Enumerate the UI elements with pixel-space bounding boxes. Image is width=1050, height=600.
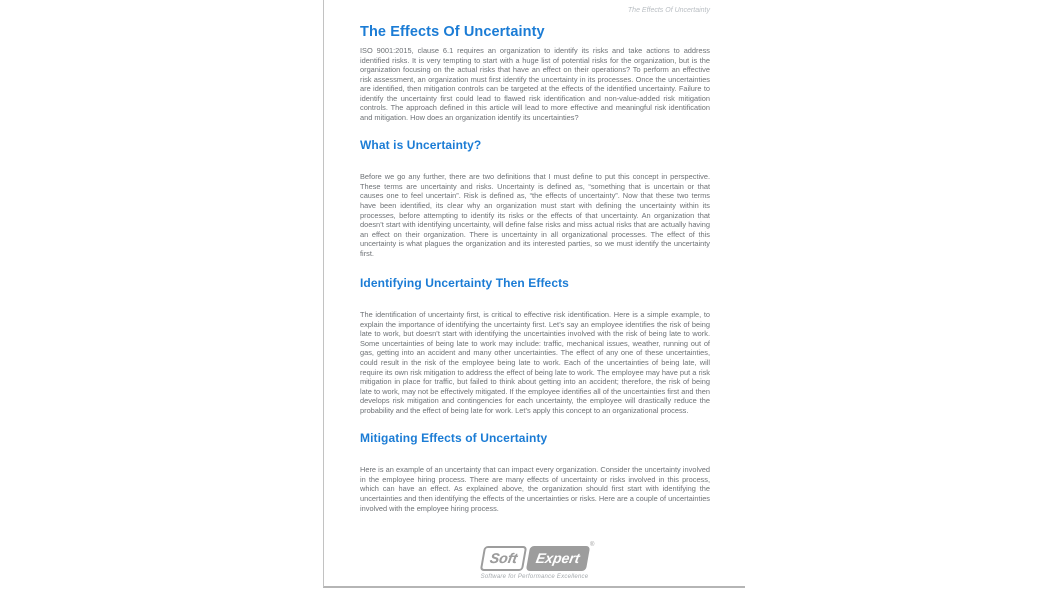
registered-trademark-icon: ® bbox=[589, 542, 595, 548]
article-title: The Effects Of Uncertainty bbox=[360, 24, 545, 40]
section-paragraph-what-is-uncertainty: Before we go any further, there are two definitions that I must define to put this concept in perspective. These terms are uncertainty and risks. Uncertainty is defined as, “something that is uncertain or that causes one to feel uncertain”. Risk is defined as, “the effects of uncertainty”. Now that these two terms have been identified, its clear why an organization must start with defining the uncertainty within its processes, before attempting to identify its risks or the effects of that uncertainty. An organization that doesn’t start with identifying uncertainty, will define false risks and miss actual risks that are actually having an effect on their organization. There is uncertainty in all organizational processes. The effect of this uncertainty is what plagues the organization and its interested parties, so we must identify the uncertainty first. bbox=[360, 172, 710, 258]
logo-tagline: Software for Performance Excellence bbox=[480, 574, 589, 580]
softexpert-logo bbox=[324, 542, 745, 580]
softexpert-logo-wordmark bbox=[482, 542, 595, 571]
document-page bbox=[323, 0, 745, 588]
section-paragraph-identifying-uncertainty: The identification of uncertainty first, is critical to effective risk identification. Here is a simple example, to explain the importance of identifying the uncertainty first. Let’s say an employee identifies the risk of being late to work, but doesn’t start with identifying the uncertainties involved with the risk of being late to work. Some uncertainties of being late to work may include: traffic, mechanical issues, weather, running out of gas, getting into an accident and many other uncertainties. The effect of any one of these uncertainties, could result in the risk of the employee being late to work. Each of the uncertainties of being late, will require its own risk mitigation to address the effect of being late to work. The employee may have put a risk mitigation in place for traffic, but failed to think about getting into an accident; therefore, the risk of being late to work, may not be effectively mitigated. If the employee identifies all of the uncertainties first and then develops risk mitigation and contingencies for each uncertainty, the employee will drastically reduce the probability and the effect of being late for work. Let’s apply this concept to an organizational process. bbox=[360, 310, 710, 415]
section-heading-mitigating-effects: Mitigating Effects of Uncertainty bbox=[360, 431, 548, 446]
section-heading-what-is-uncertainty: What is Uncertainty? bbox=[360, 138, 482, 153]
logo-expert-badge: Expert bbox=[526, 546, 590, 571]
running-head: The Effects Of Uncertainty bbox=[627, 7, 710, 14]
intro-paragraph: ISO 9001:2015, clause 6.1 requires an organization to identify its risks and take actions to address identified risks. It is very tempting to start with a huge list of potential risks for the organization, but is the organization focusing on the actual risks that have an effect on their operations? To perform an effective risk assessment, an organization must first identify the uncertainty in its processes. Once the uncertainties are identified, then mitigation controls can be targeted at the effects of the identified uncertainty. Failure to identify the uncertainty first could lead to flawed risk identification and non-value-added risk mitigation controls. The approach defined in this article will lead to more effective and meaningful risk identification and mitigation. How does an organization identify its uncertainties? bbox=[360, 46, 710, 122]
section-heading-identifying-uncertainty: Identifying Uncertainty Then Effects bbox=[360, 276, 569, 291]
logo-soft-badge: Soft bbox=[479, 546, 527, 571]
section-paragraph-mitigating-effects: Here is an example of an uncertainty that can impact every organization. Consider the uncertainty involved in the employee hiring process. There are many effects of uncertainty or risks involved in this process, which can have an effect. As explained above, the organization should first start with identifying the uncertainties and then identifying the effects of the uncertainties or risks. Here are a couple of uncertainties involved with the employee hiring process. bbox=[360, 465, 710, 513]
